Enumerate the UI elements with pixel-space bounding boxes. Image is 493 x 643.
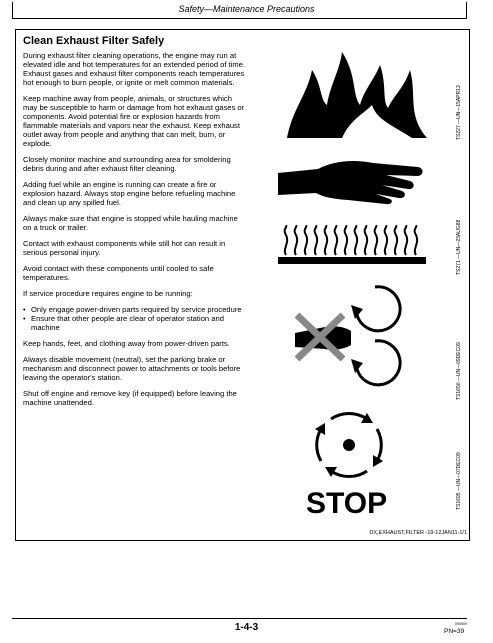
stop-label: STOP (306, 487, 388, 520)
document-id: DX,EXHAUST,FILTER -19-12JAN11-1/1 (369, 530, 467, 536)
figure-code: TS1695 —UN—07DEC09 (456, 452, 462, 510)
paragraph: Always disable movement (neutral), set the parking brake or mechanism and disconnect power to attachments or tools before leaving the operator's station. (23, 355, 241, 382)
rotating-parts-icon (285, 275, 405, 395)
figure-code: TS271 —UN—23AUG88 (456, 219, 462, 275)
paragraph: Keep hands, feet, and clothing away from power-driven parts. (23, 339, 230, 348)
bullet-list (23, 305, 248, 332)
list-item: • Only engage power-driven parts required by service procedure (23, 305, 248, 314)
page-number: 1-4-3 (234, 622, 259, 633)
figure-code: TS227 —UN—15APR13 (456, 85, 462, 140)
figure-code: TS1650 —UN—09DEC09 (456, 342, 462, 400)
stop-cycle-icon (309, 405, 389, 485)
paragraph: Adding fuel while an engine is running can create a fire or explosion hazard. Always stop engine before refueling machine and clean up any spilled fuel. (23, 180, 236, 207)
heat-waves-icon (278, 225, 428, 265)
paragraph: Keep machine away from people, animals, or structures which may be susceptible to harm or damage from hot exhaust gases or components. Avoid potential fire or explosion hazards from flammable materials and vapors near the exhaust. Keep exhaust outlet away from people and anything that can melt, burn, or explode. (23, 94, 245, 148)
body-text (23, 51, 248, 414)
small-code: 090509 (455, 622, 467, 626)
paragraph: Contact with exhaust components while still hot can result in serious personal injury. (23, 239, 226, 257)
footer-rule (12, 618, 467, 619)
page-header-title: Safety—Maintenance Precautions (178, 4, 315, 14)
header-rule (12, 18, 467, 19)
hand-icon (278, 155, 428, 205)
paragraph: Avoid contact with these components until cooled to safe temperatures. (23, 264, 214, 282)
paragraph: Shut off engine and remove key (if equipped) before leaving the machine unattended. (23, 389, 237, 407)
section-title: Clean Exhaust Filter Safely (23, 35, 165, 47)
list-item: • Ensure that other people are clear of operator station and machine (23, 314, 248, 332)
paragraph: Closely monitor machine and surrounding area for smoldering debris during and after exhaust filter cleaning. (23, 155, 231, 173)
paragraph: If service procedure requires engine to be running: (23, 289, 193, 298)
paragraph: Always make sure that engine is stopped while hauling machine on a truck or trailer. (23, 214, 238, 232)
pn-label: PN=39 (444, 628, 465, 635)
flame-icon (282, 50, 432, 140)
paragraph: During exhaust filter cleaning operations, the engine may run at elevated idle and hot temperatures for an extended period of time. Exhaust gases and exhaust filter components reach temperatures hot enough to burn people, or ignite or melt common materials. (23, 51, 246, 87)
